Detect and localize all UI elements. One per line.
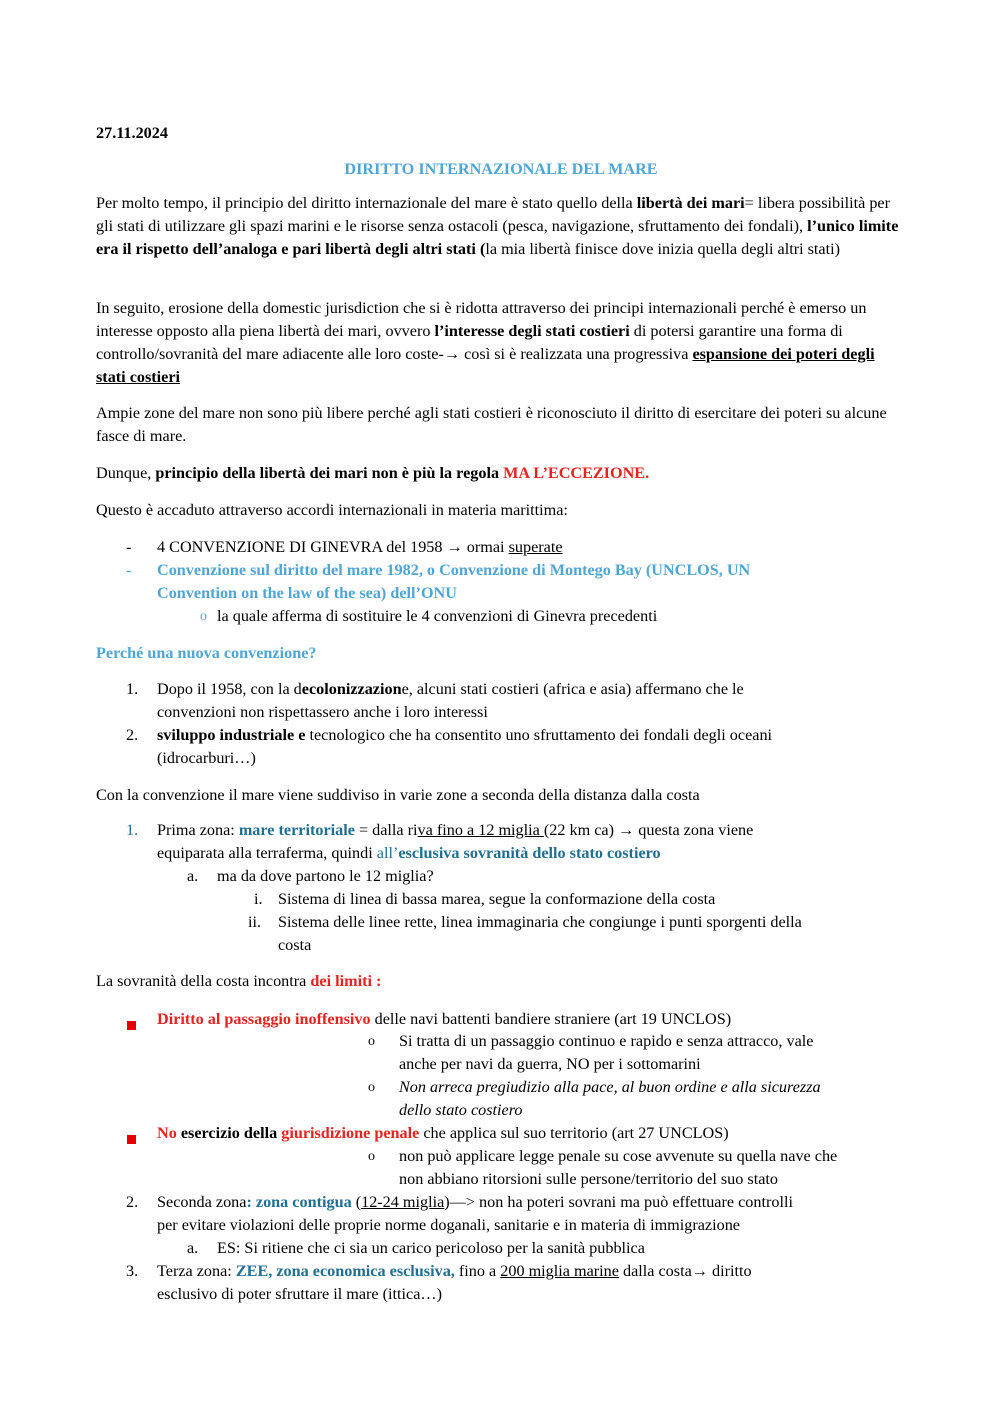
roman-marker: ii. <box>248 913 262 931</box>
criminal-jurisdiction-red: giurisdizione penale <box>281 1124 420 1142</box>
arrow-icon: → <box>691 1262 708 1280</box>
arrow-icon: → <box>443 345 461 363</box>
letter-marker: a. <box>187 867 199 885</box>
p4-text-a: Dunque, <box>96 464 156 482</box>
replaces-text: la quale afferma di sostituire le 4 convenzioni di Ginevra precedenti <box>217 607 658 625</box>
arrow-icon: → <box>446 538 463 556</box>
document-date: 27.11.2024 <box>96 124 168 142</box>
document-title: DIRITTO INTERNAZIONALE DEL MARE <box>344 160 658 178</box>
decolonization-line2: convenzioni non rispettassero anche i loro interessi <box>157 703 488 721</box>
heading-why-new-convention: Perché una nuova convenzione? <box>96 644 317 662</box>
number-marker: 1. <box>126 821 139 839</box>
superate-underlined: superate <box>508 538 563 556</box>
p2-text-d: così si è realizzata una progressiva <box>460 345 693 363</box>
p1-text-e: la mia libertà finisce dove inizia quella degli altri stati) <box>485 240 840 258</box>
decolonization-bold: ecolonizzazion <box>301 680 402 698</box>
p1-bold-freedom: libertà dei mari <box>636 194 745 212</box>
circle-bullet-icon: o <box>368 1080 375 1095</box>
paragraph-agreements: Questo è accaduto attraverso accordi internazionali in materia marittima: <box>96 501 568 519</box>
unclos-line2: Convention on the law of the sea) dell’ONU <box>157 584 457 602</box>
circle-bullet-icon: o <box>200 609 207 624</box>
p2-text-c: di potersi garantire una forma di controllo/sovranità del mare adiacente alle loro coste- <box>96 322 843 363</box>
p4-exception: MA L’ECCEZIONE. <box>503 464 650 482</box>
contiguous-zone: : zona contigua <box>246 1193 352 1211</box>
p2-text-a: In seguito, erosione della domestic jurisdiction che si è ridotta attraverso dei principi internazionali perché è emerso un interesse opposto alla piena libertà dei mari, ovvero <box>96 299 867 340</box>
square-bullet-icon <box>127 1014 136 1037</box>
p2-bold-interest: l’interesse degli stati costieri <box>434 322 630 340</box>
p4-bold-principle: principio della libertà dei mari non è più la regola <box>155 464 504 482</box>
p1-bold-limit: l’unico limite era il rispetto dell’analoga e pari libertà degli altri stati ( <box>96 217 899 258</box>
circle-bullet-icon: o <box>368 1149 375 1164</box>
industrial-bold: sviluppo industriale e <box>157 726 306 744</box>
number-marker: 2. <box>126 1193 139 1211</box>
p1-text-a: Per molto tempo, il principio del diritto internazionale del mare è stato quello della <box>96 194 637 212</box>
exclusive-sovereignty: esclusiva sovranità dello stato costiero <box>398 844 661 862</box>
number-marker: 1. <box>126 680 139 698</box>
paragraph-erosion <box>96 297 904 389</box>
paragraph-zones-intro: Con la convenzione il mare viene suddiviso in varie zone a seconda della distanza dalla costa <box>96 786 700 804</box>
arrow-icon: → <box>618 821 635 839</box>
circle-bullet-icon: o <box>368 1034 375 1049</box>
roman-marker: i. <box>254 890 263 908</box>
territorial-sea: mare territoriale <box>238 821 355 839</box>
dash-marker: - <box>126 561 132 579</box>
twelve-miles: va fino a 12 miglia <box>417 821 544 839</box>
square-bullet-icon <box>127 1128 136 1151</box>
number-marker: 3. <box>126 1262 139 1280</box>
paragraph-freedom-of-seas <box>96 192 904 261</box>
limits-red: dei limiti : <box>310 972 382 990</box>
number-marker: 2. <box>126 726 139 744</box>
p2-bold-expansion: espansione dei poteri degli stati costieri <box>96 345 875 386</box>
exclusive-economic-zone: ZEE, zona economica esclusiva, <box>235 1262 455 1280</box>
dash-marker: - <box>126 538 132 556</box>
innocent-passage-red: Diritto al passaggio inoffensivo <box>157 1010 371 1028</box>
paragraph-exception <box>96 462 904 485</box>
industrial-line2: (idrocarburi…) <box>157 749 256 767</box>
unclos-line1: Convenzione sul diritto del mare 1982, o Convenzione di Montego Bay (UNCLOS, UN <box>157 561 751 579</box>
geneva-text: 4 CONVENZIONE DI GINEVRA del 1958 → ormai superate <box>157 538 563 556</box>
paragraph-zones-not-free: Ampie zone del mare non sono più libere perché agli stati costieri è riconosciuto il diritto di esercitare dei poteri su alcune fasce di mare. <box>96 404 887 445</box>
paragraph-limits: La sovranità della costa incontra dei limiti : <box>96 972 382 990</box>
letter-marker: a. <box>187 1239 199 1257</box>
p1-text-c: = libera possibilità per gli stati di utilizzare gli spazi marini e le risorse senza ostacoli (pesca, navigazione, sfruttamento dei fondali), <box>96 194 891 235</box>
